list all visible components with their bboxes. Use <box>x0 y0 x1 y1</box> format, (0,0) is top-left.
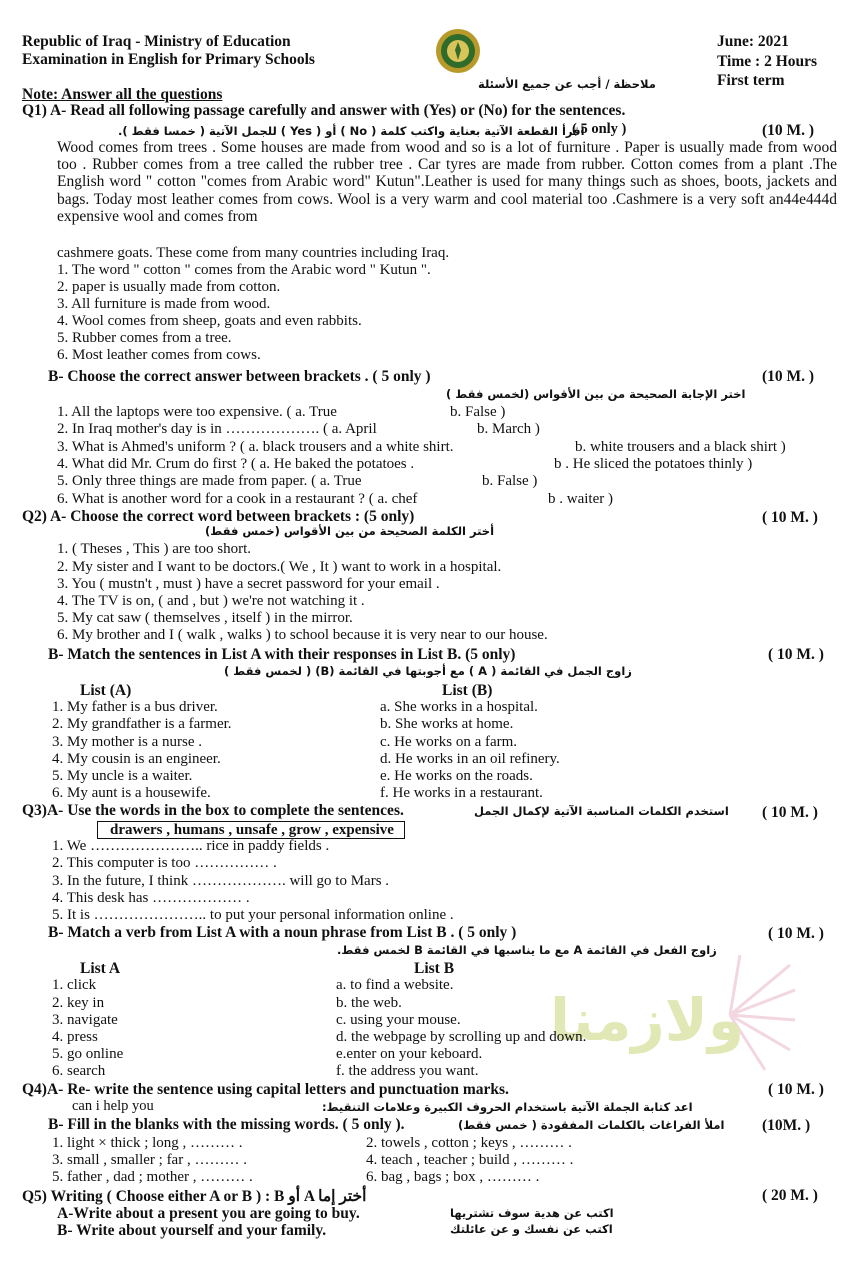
q2b-marks: ( 10 M. ) <box>768 646 824 663</box>
q3b-list-a-item: 2. key in <box>52 995 105 1011</box>
q4b-item: 6. bag , bags ; box , ……… . <box>366 1169 540 1185</box>
q3b-list-b-item: b. the web. <box>336 995 402 1011</box>
q3b-list-a-item: 5. go online <box>52 1046 124 1062</box>
q1a-passage: Wood comes from trees . Some houses are made from wood and so is a lot of furniture . Paper is usually made from wood too . Rubber comes from a tree called the rubber tree . Car tyres are made from rubber. Cotton comes from a plant .The English word " cotton "comes from Arabic word" Kutun".Leather is used for many things such as shoes, boots, jackets and bags. Today most leather comes from cows. Wool is a very warm and cool material too .Cashmere is a very soft an44e444d expensive wool and comes from <box>57 139 837 225</box>
q1a-item: 3. All furniture is made from wood. <box>57 296 271 312</box>
q3b-list-b-item: e.enter on your keboard. <box>336 1046 483 1062</box>
q1a-item: 1. The word " cotton " comes from the Arabic word " Kutun ". <box>57 262 431 278</box>
q4b-arabic: املأ الفراغات بالكلمات المفقودة ( خمس فقط) <box>458 1118 725 1132</box>
q4b-item: 2. towels , cotton ; keys , ……… . <box>366 1135 572 1151</box>
q4b-marks: (10M. ) <box>762 1117 811 1134</box>
q1b-question: 5. Only three things are made from paper. ( a. True <box>57 473 362 489</box>
q1b-marks: (10 M. ) <box>762 368 815 385</box>
q1a-item: 4. Wool comes from sheep, goats and even rabbits. <box>57 313 362 329</box>
q3b-list-a-item: 6. search <box>52 1063 106 1079</box>
q4a-sentence: can i help you <box>72 1098 154 1114</box>
header-ministry: Republic of Iraq - Ministry of Education <box>22 33 291 50</box>
q3b-title: B- Match a verb from List A with a noun phrase from List B . ( 5 only ) <box>48 924 517 941</box>
q4a-marks: ( 10 M. ) <box>768 1081 824 1098</box>
q5-option-a-arabic: اكتب عن هدية سوف تشتريها <box>450 1206 614 1220</box>
q2a-item: 2. My sister and I want to be doctors.( We , It ) want to work in a hospital. <box>57 559 502 575</box>
q2a-marks: ( 10 M. ) <box>762 509 818 526</box>
header-date: June: 2021 <box>717 33 789 50</box>
q2a-item: 4. The TV is on, ( and , but ) we're not watching it . <box>57 593 365 609</box>
q2a-title: Q2) A- Choose the correct word between brackets : (5 only) <box>22 508 415 525</box>
q2b-list-b-item: b. She works at home. <box>380 716 514 732</box>
q3b-list-b-item: a. to find a website. <box>336 977 454 993</box>
q2b-title: B- Match the sentences in List A with their responses in List B. (5 only) <box>48 646 516 663</box>
q1a-arabic: اقرأ القطعة الآتية بعناية واكتب كلمة ( No ) أو ( Yes ) للجمل الآتية ( خمسا فقط ). <box>118 124 585 138</box>
watermark-logo-icon <box>540 945 800 1075</box>
q3a-word-box: drawers , humans , unsafe , grow , expensive <box>97 821 405 839</box>
q2b-list-b-item: c. He works on a farm. <box>380 734 518 750</box>
q4a-arabic: اعد كتابة الجملة الآتية باستخدام الحروف الكبيرة وعلامات التنقيط: <box>322 1100 693 1114</box>
header-term: First term <box>717 72 785 89</box>
q3a-item: 3. In the future, I think ………………. will go to Mars . <box>52 873 390 889</box>
q3b-list-a-item: 1. click <box>52 977 97 993</box>
q2b-list-a-item: 2. My grandfather is a farmer. <box>52 716 232 732</box>
ministry-seal-icon <box>435 28 481 74</box>
q3a-item: 5. It is ………………….. to put your personal information online . <box>52 907 454 923</box>
q1a-title: Q1) A- Read all following passage carefully and answer with (Yes) or (No) for the sentences. <box>22 102 626 119</box>
q5-option-b-arabic: اكتب عن نفسك و عن عائلتك <box>450 1222 613 1236</box>
q3b-list-a-title: List A <box>80 960 121 977</box>
q5-option-b: B- Write about yourself and your family. <box>57 1222 327 1239</box>
q1a-item: 2. paper is usually made from cotton. <box>57 279 281 295</box>
q3a-item: 1. We ………………….. rice in paddy fields . <box>52 838 330 854</box>
q3b-list-a-item: 4. press <box>52 1029 98 1045</box>
q1a-passage-end: cashmere goats. These come from many countries including Iraq. <box>57 245 450 261</box>
q3b-arabic: زاوج الفعل في القائمة A مع ما يناسبها في القائمة B لخمس فقط. <box>337 943 717 957</box>
q2a-item: 3. You ( mustn't , must ) have a secret password for your email . <box>57 576 440 592</box>
q3a-arabic: استخدم الكلمات المناسبة الآتية لإكمال الجمل <box>474 804 729 818</box>
q1b-option-b: b. March ) <box>477 421 540 437</box>
q4b-item: 1. light × thick ; long , ……… . <box>52 1135 243 1151</box>
q2a-item: 1. ( Theses , This ) are too short. <box>57 541 251 557</box>
q3a-marks: ( 10 M. ) <box>762 804 818 821</box>
watermark-text: ولازمنا <box>550 986 744 1054</box>
q2b-list-a-title: List (A) <box>80 682 132 699</box>
q4b-item: 4. teach , teacher ; build , ……… . <box>366 1152 574 1168</box>
q2a-item: 6. My brother and I ( walk , walks ) to school because it is very near to our house. <box>57 627 548 643</box>
q1b-question: 2. In Iraq mother's day is in ………………. ( a. April <box>57 421 377 437</box>
q3a-item: 4. This desk has ……………… . <box>52 890 250 906</box>
q2a-item: 5. My cat saw ( themselves , itself ) in the mirror. <box>57 610 353 626</box>
note-arabic: ملاحظة / أجب عن جميع الأسئلة <box>478 77 656 91</box>
q2b-list-b-item: a. She works in a hospital. <box>380 699 538 715</box>
q5-option-a: A-Write about a present you are going to buy. <box>57 1205 360 1222</box>
q1b-option-b: b. False ) <box>450 404 506 420</box>
q2b-list-a-item: 3. My mother is a nurse . <box>52 734 202 750</box>
q1b-question: 1. All the laptops were too expensive. ( a. True <box>57 404 337 420</box>
q1a-five-only: ( 5 only ) <box>572 121 627 137</box>
q5-marks: ( 20 M. ) <box>762 1187 818 1204</box>
q1b-option-b: b. False ) <box>482 473 538 489</box>
q3b-list-a-item: 3. navigate <box>52 1012 118 1028</box>
q3a-item: 2. This computer is too …………… . <box>52 855 277 871</box>
q4a-title: Q4)A- Re- write the sentence using capital letters and punctuation marks. <box>22 1081 509 1098</box>
q2b-list-b-item: d. He works in an oil refinery. <box>380 751 560 767</box>
q1b-option-b: b . waiter ) <box>548 491 613 507</box>
q1b-question: 3. What is Ahmed's uniform ? ( a. black trousers and a white shirt. <box>57 439 454 455</box>
q3b-list-b-item: c. using your mouse. <box>336 1012 461 1028</box>
q1b-question: 6. What is another word for a cook in a restaurant ? ( a. chef <box>57 491 418 507</box>
q1b-option-b: b . He sliced the potatoes thinly ) <box>554 456 753 472</box>
note: Note: Answer all the questions <box>22 86 223 103</box>
q3b-list-b-item: f. the address you want. <box>336 1063 479 1079</box>
q2b-arabic: زاوج الجمل في القائمة ( A ) مع أجوبتها في القائمة (B) ( لخمس فقط ) <box>224 664 632 678</box>
q2a-arabic: أختر الكلمة الصحيحة من بين الأقواس (خمس فقط) <box>205 524 495 538</box>
header-exam-title: Examination in English for Primary Schools <box>22 51 315 68</box>
q3b-list-b-title: List B <box>414 960 455 977</box>
q3b-marks: ( 10 M. ) <box>768 925 824 942</box>
q4b-item: 3. small , smaller ; far , ……… . <box>52 1152 247 1168</box>
q4b-item: 5. father , dad ; mother , ……… . <box>52 1169 253 1185</box>
q3b-list-b-item: d. the webpage by scrolling up and down. <box>336 1029 587 1045</box>
q2b-list-a-item: 5. My uncle is a waiter. <box>52 768 193 784</box>
q2b-list-a-item: 6. My aunt is a housewife. <box>52 785 211 801</box>
q2b-list-b-item: e. He works on the roads. <box>380 768 533 784</box>
q2b-list-b-title: List (B) <box>442 682 493 699</box>
q1b-option-b: b. white trousers and a black shirt ) <box>575 439 786 455</box>
q1a-item: 5. Rubber comes from a tree. <box>57 330 232 346</box>
q2b-list-a-item: 4. My cousin is an engineer. <box>52 751 221 767</box>
header-time: Time : 2 Hours <box>717 53 818 70</box>
q1b-title: B- Choose the correct answer between brackets . ( 5 only ) <box>48 368 431 385</box>
q3a-title: Q3)A- Use the words in the box to complete the sentences. <box>22 802 404 819</box>
q1a-item: 6. Most leather comes from cows. <box>57 347 261 363</box>
q1b-question: 4. What did Mr. Crum do first ? ( a. He baked the potatoes . <box>57 456 415 472</box>
q1a-marks: (10 M. ) <box>762 122 815 139</box>
q2b-list-a-item: 1. My father is a bus driver. <box>52 699 218 715</box>
q4b-title: B- Fill in the blanks with the missing words. ( 5 only ). <box>48 1116 405 1133</box>
q5-title: Q5) Writing ( Choose either A or B ) : B أو A أختر إما <box>22 1188 367 1205</box>
q2b-list-b-item: f. He works in a restaurant. <box>380 785 543 801</box>
q1b-arabic: اختر الإجابة الصحيحة من بين الأقواس (لخمس فقط ) <box>446 387 746 401</box>
